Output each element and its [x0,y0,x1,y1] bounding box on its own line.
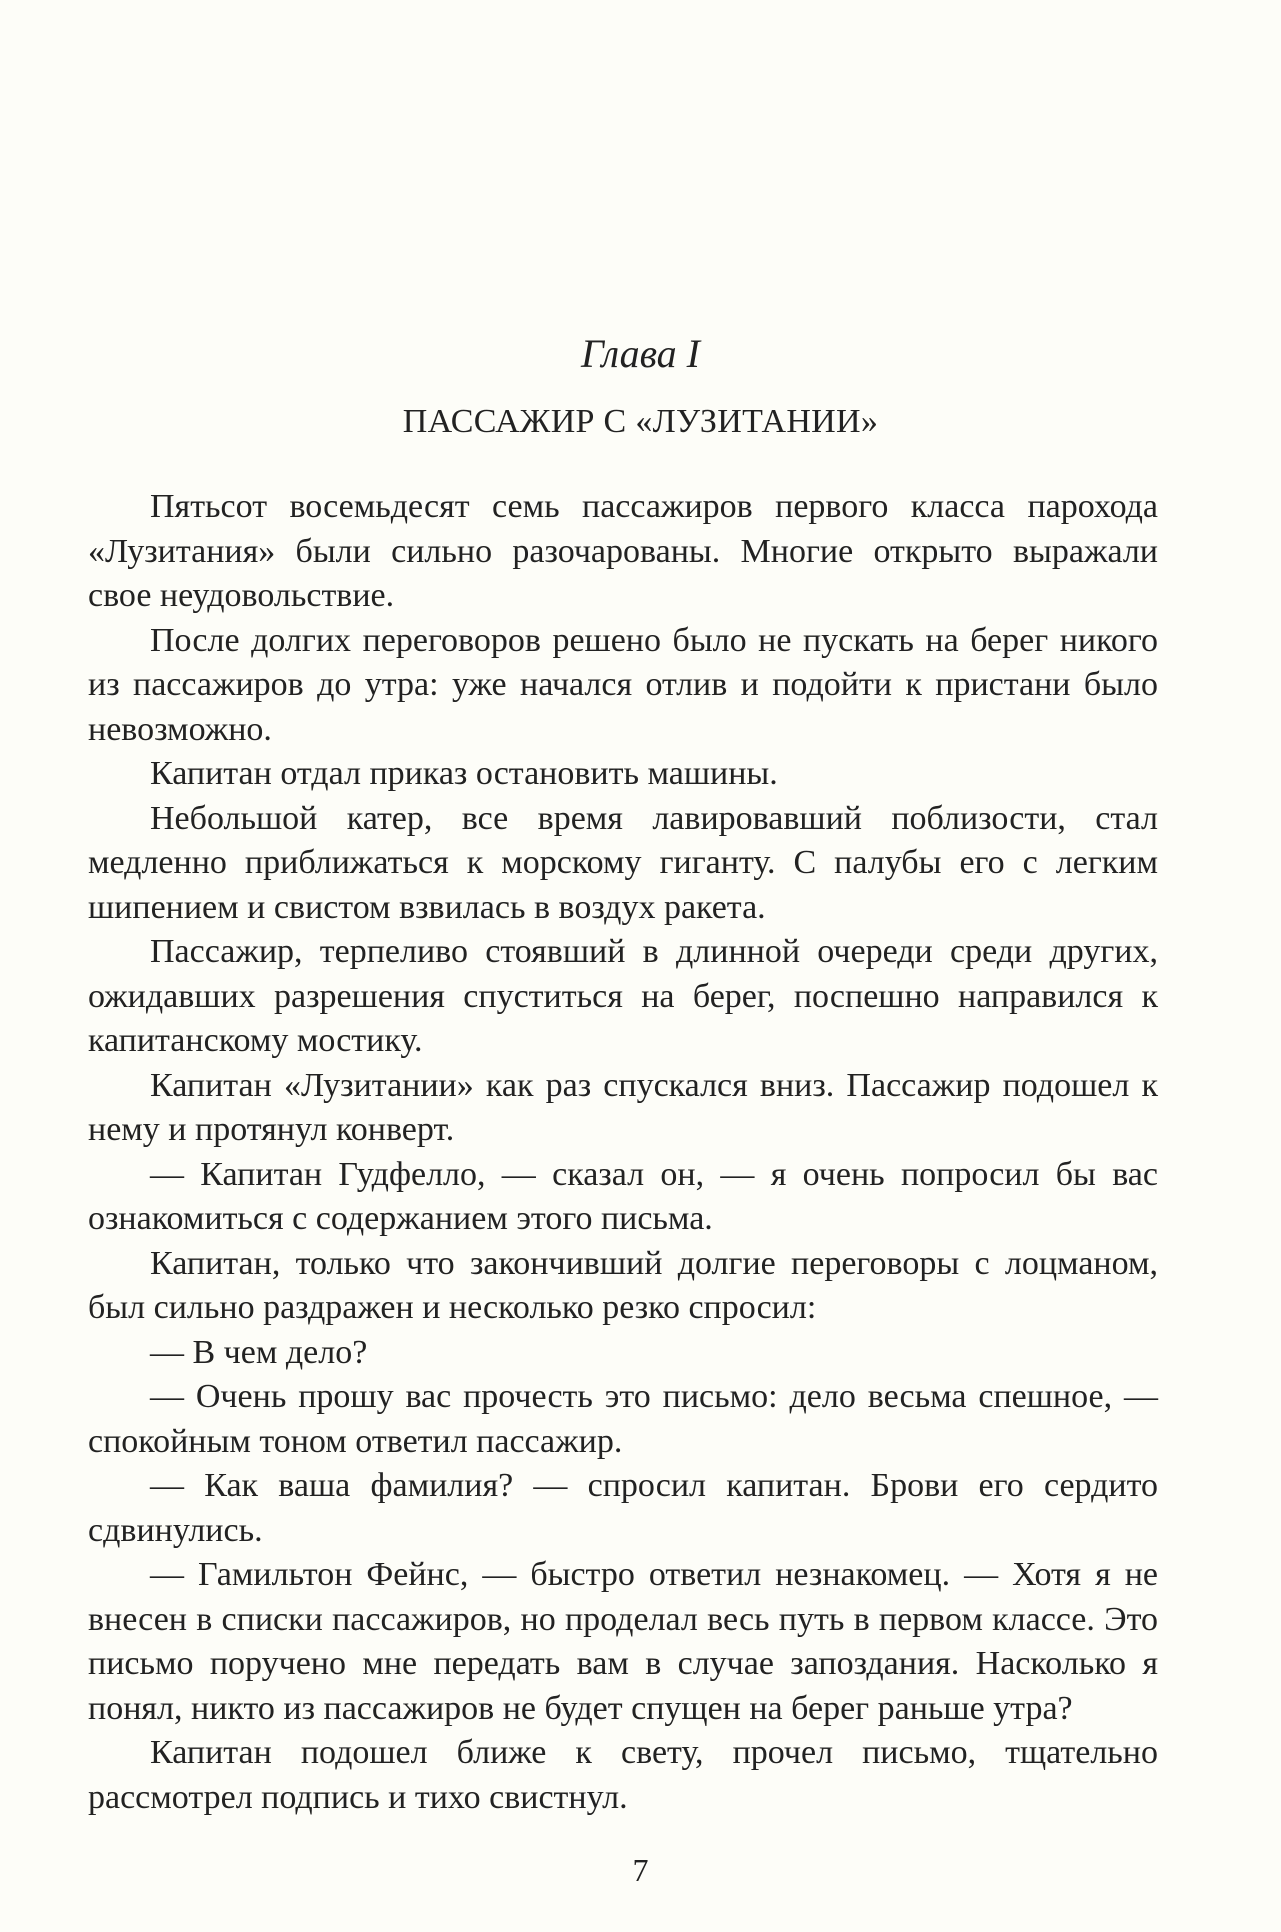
paragraph: Капитан отдал приказ остановить машины. [150,755,778,792]
paragraph: Пассажир, терпеливо стоявший в длинной очереди среди других, ожидавших разрешения спуститься на берег, поспешно направился к капитанскому мостику. [88,933,1158,1059]
paragraph: — Гамильтон Фейнс, — быстро ответил незнакомец. — Хотя я не внесен в списки пассажиров, но проделал весь путь в первом классе. Это письмо поручено мне передать вам в случае запоздания. Насколько я понял, никто из пассажиров не будет спущен на берег раньше утра? [88,1556,1158,1727]
paragraph: Небольшой катер, все время лавировавший поблизости, стал медленно приближаться к морскому гиганту. С палубы его с легким шипением и свистом взвилась в воздух ракета. [88,799,1158,926]
paragraph: Капитан подошел ближе к свету, прочел письмо, тщательно рассмотрел подпись и тихо свистнул. [88,1734,1158,1816]
body-text [88,485,1158,1820]
page-number: 7 [632,1852,649,1888]
paragraph: Пятьсот восемьдесят семь пассажиров первого класса парохода «Лузитания» были сильно разочарованы. Многие открыто выражали свое неудовольствие. [88,488,1158,614]
chapter-title: ПАССАЖИР С «ЛУЗИТАНИИ» [402,403,879,440]
paragraph: — Капитан Гудфелло, — сказал он, — я очень попросил бы вас ознакомиться с содержанием этого письма. [88,1155,1158,1237]
paragraph: — Очень прошу вас прочесть это письмо: дело весьма спешное, — спокойным тоном ответил пассажир. [88,1378,1158,1460]
chapter-number: Глава I [581,331,700,376]
paragraph: — Как ваша фамилия? — спросил капитан. Брови его сердито сдвинулись. [88,1467,1158,1549]
paragraph: — В чем дело? [150,1333,368,1371]
paragraph: Капитан, только что закончивший долгие переговоры с лоцманом, был сильно раздражен и несколько резко спросил: [88,1244,1158,1326]
paragraph: После долгих переговоров решено было не пускать на берег никого из пассажиров до утра: уже начался отлив и подойти к пристани было невозможно. [88,621,1158,748]
paragraph: Капитан «Лузитании» как раз спускался вниз. Пассажир подошел к нему и протянул конверт. [88,1066,1158,1148]
